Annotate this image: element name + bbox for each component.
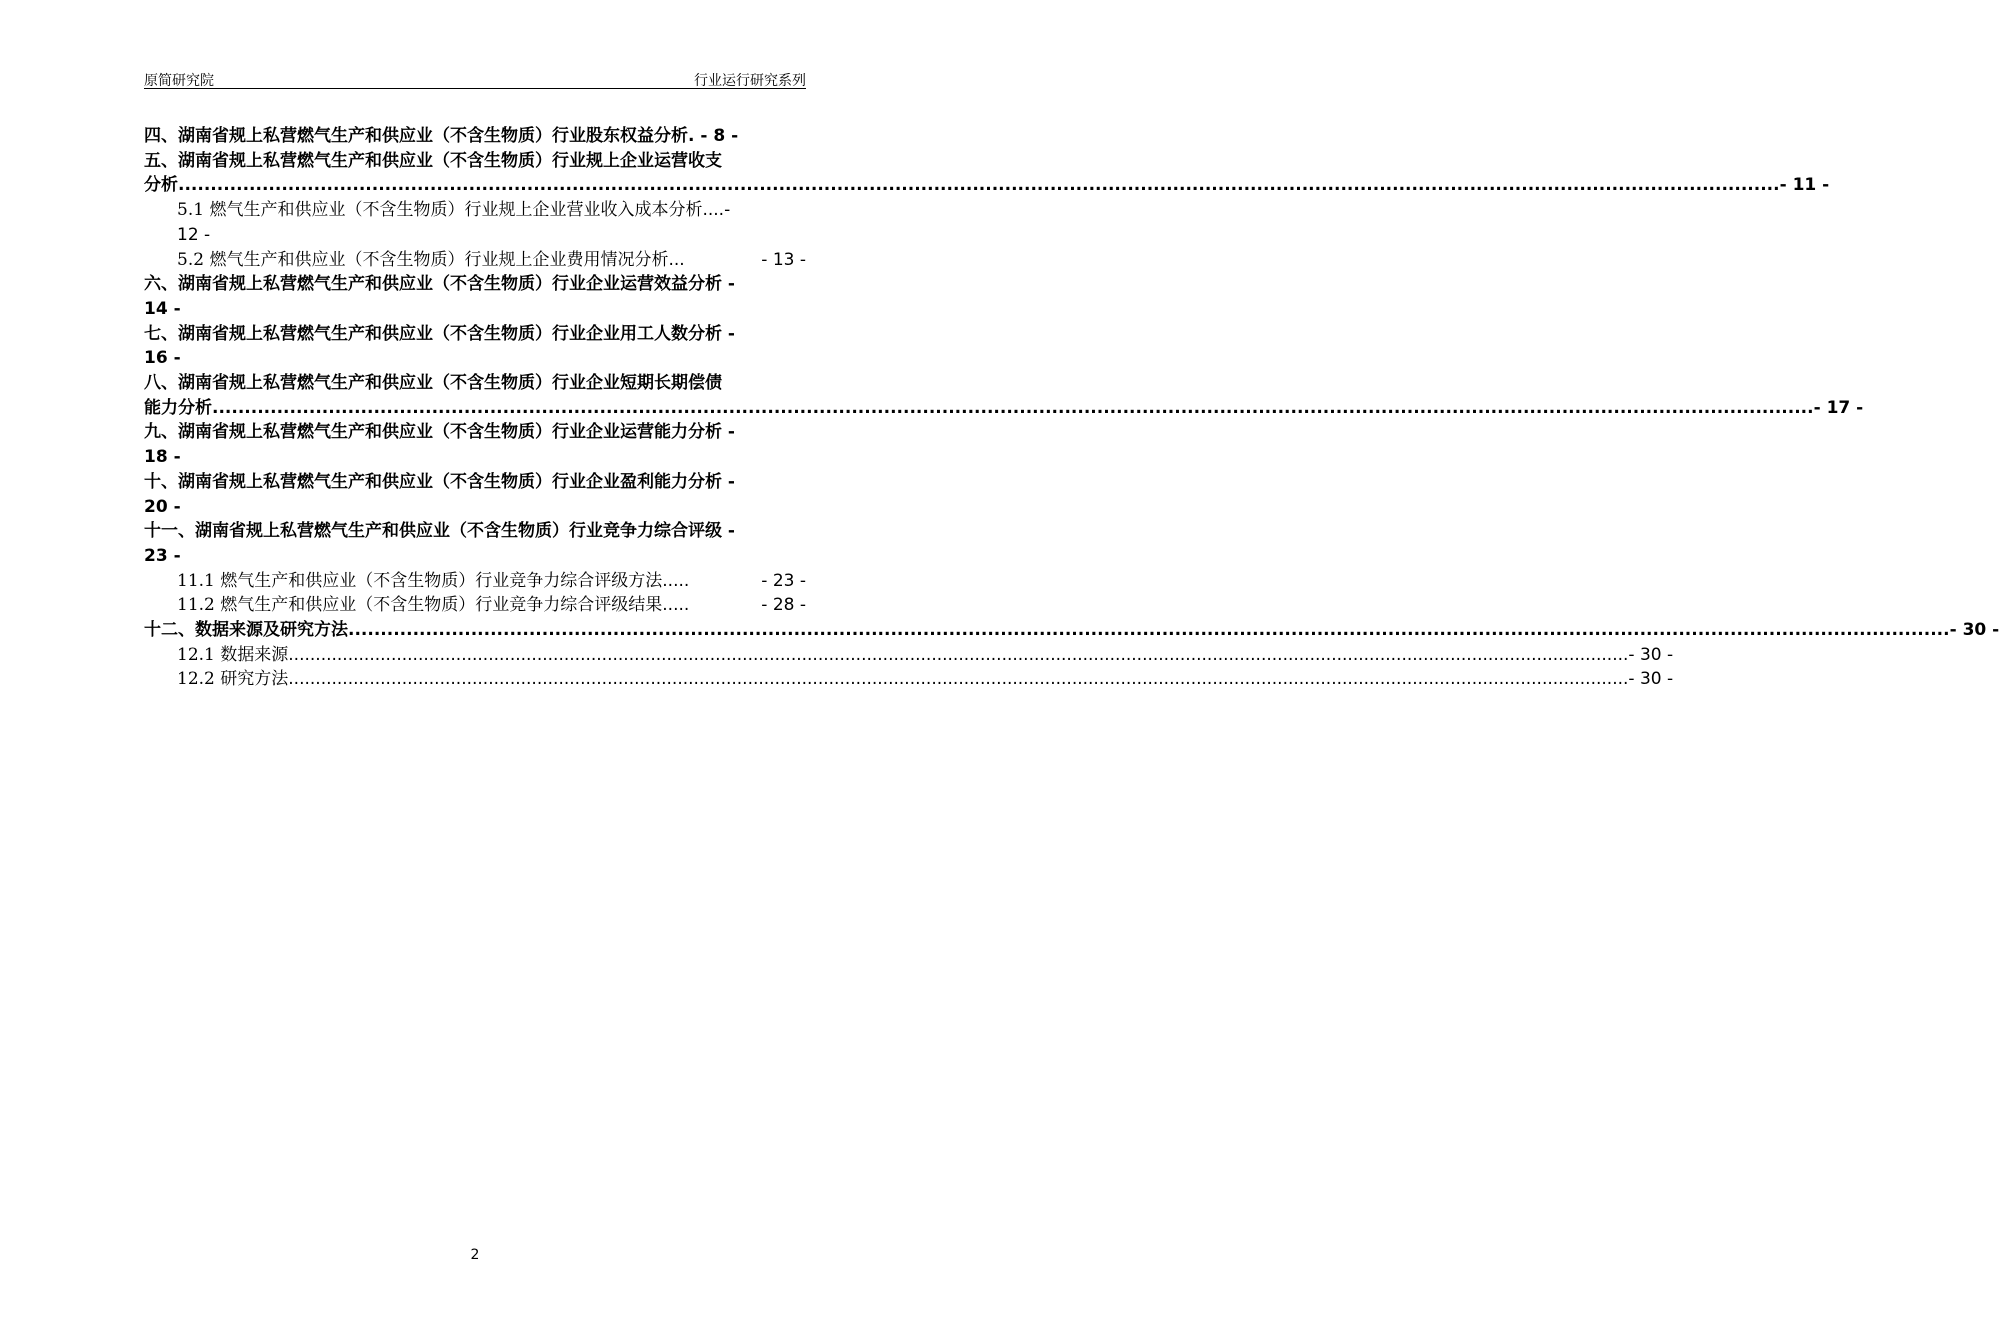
page-number: 2: [470, 1247, 480, 1263]
toc-entry-section-10[interactable]: [144, 470, 806, 519]
toc-entry-section-9[interactable]: [144, 420, 806, 469]
toc-entry-number: 12.2: [177, 669, 215, 690]
toc-entry-page: 12 -: [177, 224, 211, 245]
toc-entry-section-5[interactable]: [144, 149, 1830, 198]
table-of-contents: [144, 124, 1999, 692]
toc-entry-page: 18 -: [144, 447, 181, 468]
toc-entry-title: 五、湖南省规上私营燃气生产和供应业（不含生物质）行业规上企业运营收支: [144, 150, 722, 171]
toc-entry-title: 十二、数据来源及研究方法: [144, 620, 348, 641]
toc-entry-section-4[interactable]: [144, 124, 806, 149]
toc-entry-page: - 30 -: [1949, 620, 1999, 641]
toc-entry-title: 十一、湖南省规上私营燃气生产和供应业（不含生物质）行业竞争力综合评级 -: [144, 521, 735, 542]
toc-entry-number: 5.2: [177, 249, 205, 270]
toc-entry-title: 燃气生产和供应业（不含生物质）行业竞争力综合评级结果.....: [220, 595, 690, 616]
toc-dot-leader: [178, 173, 1780, 198]
toc-entry-page: 23 -: [144, 545, 181, 566]
toc-entry-section-12-1[interactable]: [144, 643, 1674, 668]
toc-entry-page: - 30 -: [1628, 669, 1674, 690]
toc-entry-page: - 23 -: [761, 570, 806, 591]
toc-dot-leader: [212, 396, 1814, 421]
toc-entry-page: - 17 -: [1813, 397, 1864, 418]
toc-entry-title: 十、湖南省规上私营燃气生产和供应业（不含生物质）行业企业盈利能力分析 -: [144, 471, 735, 492]
toc-entry-section-8[interactable]: [144, 371, 1864, 420]
toc-entry-title-continued: 分析: [144, 175, 178, 196]
toc-entry-title: 六、湖南省规上私营燃气生产和供应业（不含生物质）行业企业运营效益分析 -: [144, 274, 735, 295]
toc-entry-title: 研究方法: [220, 669, 289, 690]
toc-entry-title: 九、湖南省规上私营燃气生产和供应业（不含生物质）行业企业运营能力分析 -: [144, 422, 735, 443]
header-series-name: 行业运行研究系列: [694, 73, 806, 89]
toc-entry-page: - 30 -: [1628, 644, 1674, 665]
toc-entry-title: 燃气生产和供应业（不含生物质）行业规上企业营业收入成本分析....-: [209, 200, 731, 221]
toc-entry-title-continued: 能力分析: [144, 397, 212, 418]
header-org-name: 原简研究院: [144, 73, 214, 89]
toc-dot-leader: [288, 643, 1628, 668]
toc-entry-number: 12.1: [177, 644, 215, 665]
toc-entry-page: - 28 -: [761, 595, 806, 616]
toc-entry-title: 四、湖南省规上私营燃气生产和供应业（不含生物质）行业股东权益分析. - 8 -: [144, 126, 739, 146]
toc-entry-section-12[interactable]: [144, 618, 1999, 643]
toc-entry-section-11-1[interactable]: [144, 569, 806, 594]
toc-entry-title: 七、湖南省规上私营燃气生产和供应业（不含生物质）行业企业用工人数分析 -: [144, 323, 735, 344]
toc-entry-section-5-2[interactable]: [144, 248, 806, 273]
toc-entry-number: 5.1: [177, 200, 205, 221]
toc-entry-section-7[interactable]: [144, 322, 806, 371]
toc-entry-number: 11.2: [177, 595, 215, 616]
toc-dot-leader: [288, 667, 1628, 692]
toc-entry-title: 燃气生产和供应业（不含生物质）行业竞争力综合评级方法.....: [220, 570, 690, 591]
toc-entry-title: 燃气生产和供应业（不含生物质）行业规上企业费用情况分析...: [209, 249, 685, 270]
header-divider: [144, 88, 806, 89]
toc-entry-title: 数据来源: [220, 644, 289, 665]
toc-entry-section-11-2[interactable]: [144, 593, 806, 618]
toc-entry-section-6[interactable]: [144, 272, 806, 321]
toc-entry-page: - 13 -: [761, 249, 806, 270]
toc-entry-section-5-1[interactable]: [144, 198, 806, 247]
toc-entry-section-12-2[interactable]: [144, 667, 1674, 692]
toc-entry-page: 16 -: [144, 348, 181, 369]
toc-entry-page: - 11 -: [1779, 175, 1830, 196]
toc-dot-leader: [348, 618, 1950, 643]
toc-entry-number: 11.1: [177, 570, 215, 591]
toc-entry-title: 八、湖南省规上私营燃气生产和供应业（不含生物质）行业企业短期长期偿债: [144, 373, 722, 394]
toc-entry-page: 20 -: [144, 496, 181, 517]
toc-entry-page: 14 -: [144, 298, 181, 319]
toc-entry-section-11[interactable]: [144, 519, 806, 568]
